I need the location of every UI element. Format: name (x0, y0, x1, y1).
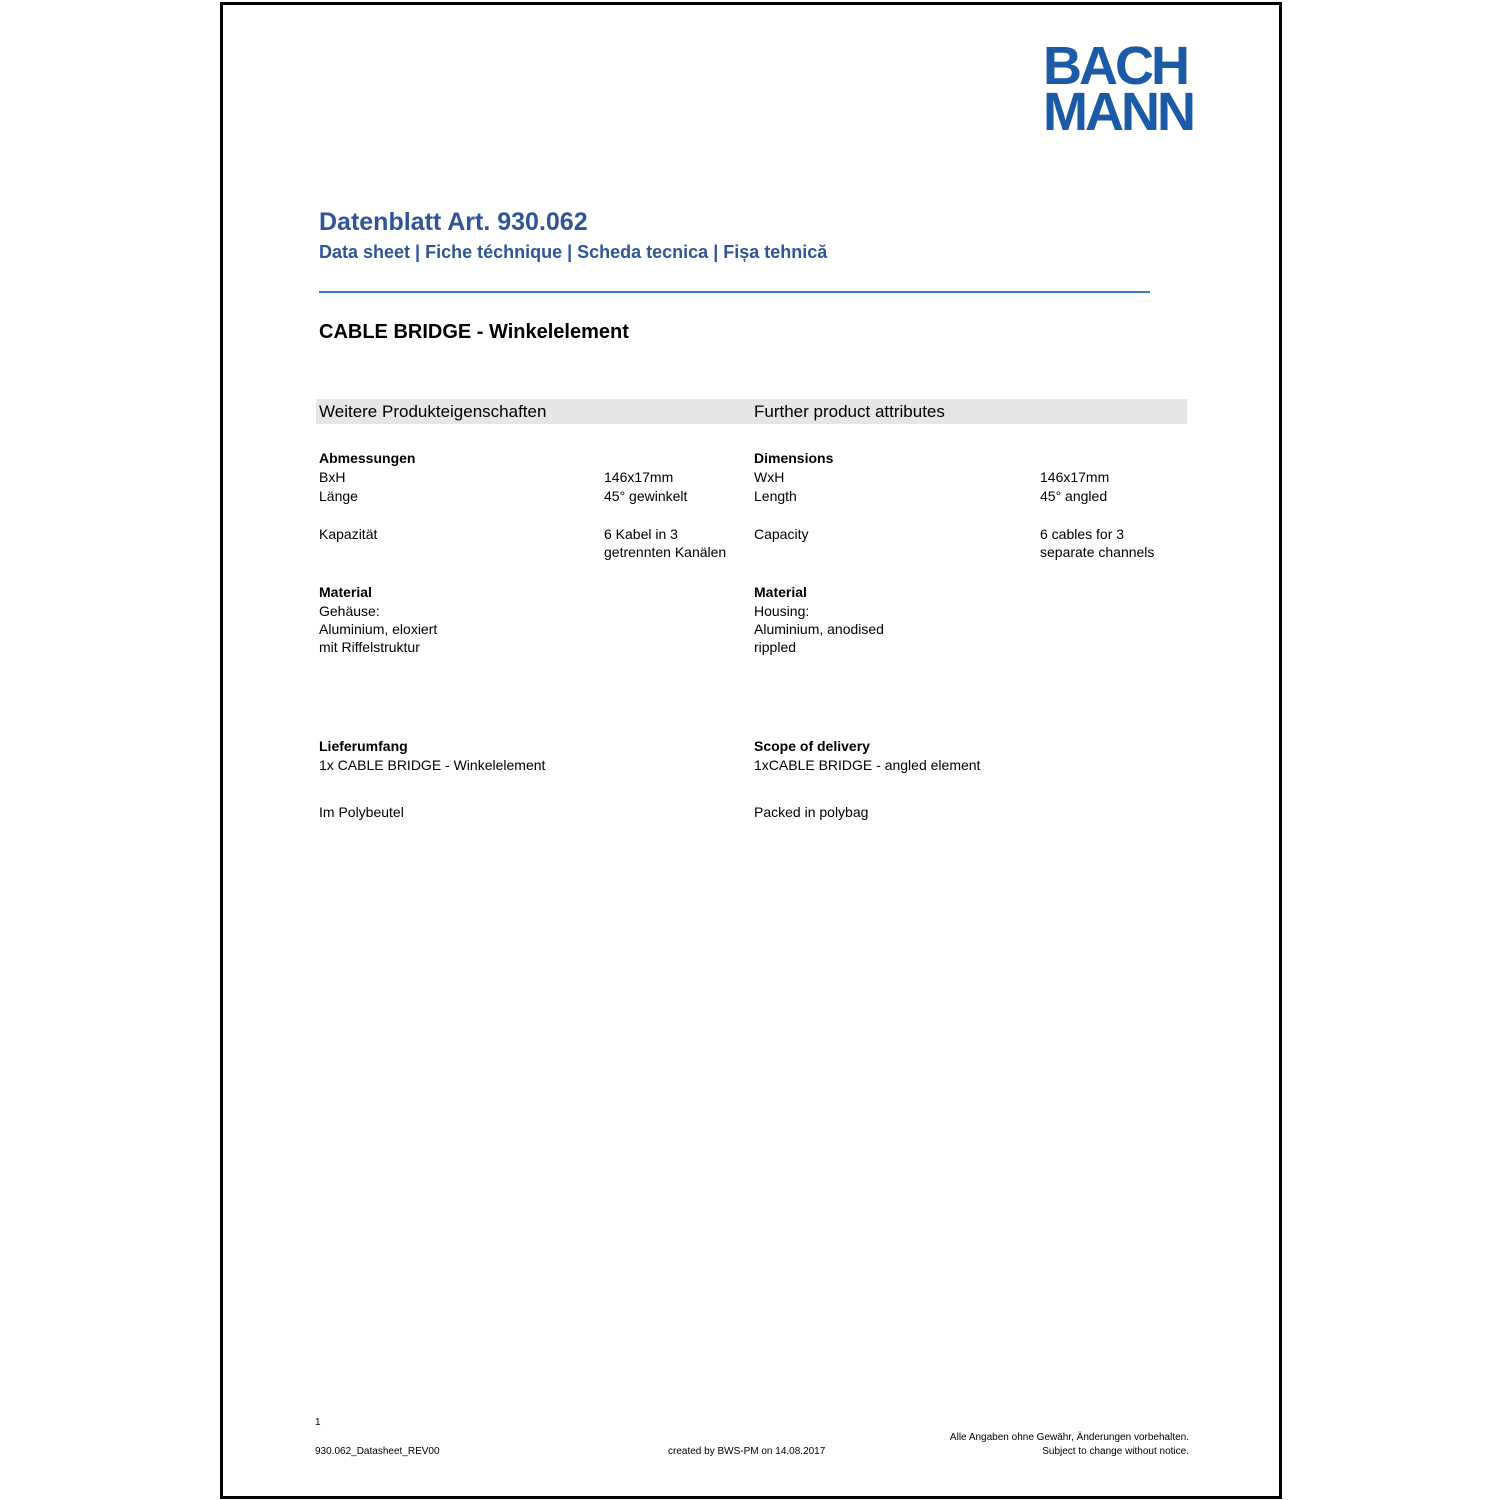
de-delivery-item: 1x CABLE BRIDGE - Winkelelement (319, 757, 546, 773)
en-wxh-value: 146x17mm (1040, 469, 1110, 485)
en-dimensions-heading: Dimensions (754, 450, 834, 466)
de-dimensions-heading: Abmessungen (319, 450, 416, 466)
title-divider (319, 291, 1150, 293)
de-material-line-2: Aluminium, eloxiert (319, 621, 438, 637)
de-wxh-label: BxH (319, 469, 346, 485)
en-delivery-item: 1xCABLE BRIDGE - angled element (754, 757, 981, 773)
en-packaging: Packed in polybag (754, 804, 869, 820)
de-material-line-3: mit Riffelstruktur (319, 639, 420, 655)
page-subtitle: Data sheet | Fiche téchnique | Scheda tecnica | Fișa tehnică (319, 242, 828, 262)
datasheet-page (220, 2, 1282, 1499)
section-heading-en: Further product attributes (754, 402, 945, 421)
en-length-label: Length (754, 488, 797, 504)
page-number: 1 (315, 1417, 321, 1428)
de-material-line-1: Gehäuse: (319, 603, 380, 619)
en-delivery-heading: Scope of delivery (754, 738, 870, 754)
disclaimer-en: Subject to change without notice. (1042, 1446, 1189, 1457)
de-length-value: 45° gewinkelt (604, 488, 688, 504)
logo-line-1: BACH (1043, 36, 1187, 96)
bachmann-logo (1043, 36, 1193, 142)
en-capacity-value-1: 6 cables for 3 (1040, 526, 1125, 542)
disclaimer-de: Alle Angaben ohne Gewähr, Änderungen vorbehalten. (949, 1432, 1189, 1443)
de-delivery-heading: Lieferumfang (319, 738, 408, 754)
en-length-value: 45° angled (1040, 488, 1108, 504)
de-packaging: Im Polybeutel (319, 804, 404, 820)
product-name: CABLE BRIDGE - Winkelelement (319, 321, 629, 343)
de-length-label: Länge (319, 488, 358, 504)
de-capacity-value-1: 6 Kabel in 3 (604, 526, 678, 542)
de-capacity-label: Kapazität (319, 526, 378, 542)
document-id: 930.062_Datasheet_REV00 (315, 1446, 440, 1457)
de-capacity-value-2: getrennten Kanälen (604, 544, 727, 560)
en-material-line-2: Aluminium, anodised (754, 621, 884, 637)
logo-line-2: MANN (1043, 82, 1193, 142)
de-wxh-value: 146x17mm (604, 469, 674, 485)
de-material-heading: Material (319, 584, 372, 600)
en-material-line-3: rippled (754, 639, 797, 655)
created-info: created by BWS-PM on 14.08.2017 (668, 1446, 826, 1457)
en-capacity-label: Capacity (754, 526, 809, 542)
en-capacity-value-2: separate channels (1040, 544, 1155, 560)
en-material-line-1: Housing: (754, 603, 810, 619)
page-title: Datenblatt Art. 930.062 (319, 208, 588, 236)
en-wxh-label: WxH (754, 469, 785, 485)
en-material-heading: Material (754, 584, 807, 600)
section-heading-de: Weitere Produkteigenschaften (319, 402, 547, 421)
